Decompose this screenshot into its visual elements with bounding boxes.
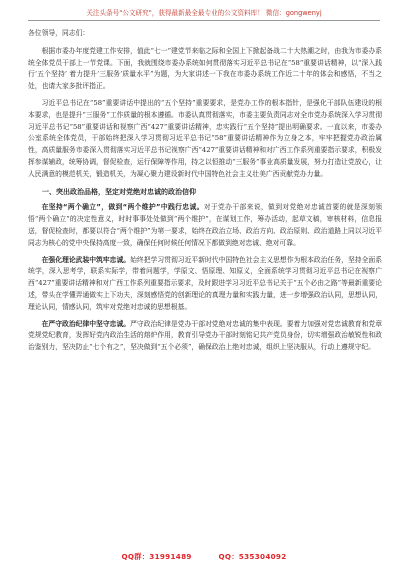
section-item-lead: 在坚持“两个确立”，做到“两个维护”中践行忠诚。 (41, 203, 204, 212)
section-item-2 (28, 255, 382, 314)
footer-qq-group: QQ群：31991489 (121, 552, 192, 561)
section-item-text: 严守政治纪律是党办干部对党绝对忠诚的集中表现。要着力加强对党忠诚教育和党章党规党纪教育，发挥好党内政治生活的熔炉作用，教育引导党办干部时刻铭记共产党员身份，切实增强政治敏锐性和政治鉴别力，坚决防止“七个有之”，坚决做到“五个必须”，确保政治上绝对忠诚，组织上坚决服从，行动上遵规守纪。 (28, 319, 383, 352)
document-body (28, 28, 382, 354)
section-item-1 (28, 202, 382, 249)
section-item-3 (28, 319, 382, 354)
body-paragraph-2: 习近平总书记在“58”重要讲话中提出的“五个坚持”重要要求，是党办工作的根本指针，是强化干部队伍建设的根本要求，也是提升“三服务”工作质量的根本遵循。市委认真贯彻落实，市委主要负责同志对全市党办系统深入学习贯彻习近平总书记“58”重要讲话和视察广西“427”重要讲话精神，忠实践行“五个坚持”提出明确要求。一直以来，市委办公室系统全体党员，干部始终把深入学习贯彻习近平总书记“58”重要讲话精神作为立身之本，牢牢把握党办政治属性，高质量服务市委深入贯彻落实习近平总书记视察广西“427”重要讲话精神和对广西工作系列重要指示要求，积极发挥参谋辅政，统筹协调，督促检查，运行保障等作用，持之以恒推动“三服务”事业高质量发展，努力打造让党放心，让人民满意的模范机关，锻造机关，为凝心聚力建设新时代中国特色社会主义壮美广西贡献党办力量。 (28, 98, 382, 178)
footer-contact (0, 552, 408, 562)
section-item-text: 始终把学习贯彻习近平新时代中国特色社会主义思想作为根本政治任务，坚持全面系统学，深入思考学，联系实际学，带着问题学，学原文、悟原理、知原义，全面系统学习贯彻习近平总书记在视察广西“427”重要讲话精神和对广西工作系列重要指示要求，及时跟进学习习近平总书记关于“五个必由之路”等最新重要论述，带头在学懂弄通做实上下功夫，深刻感悟党的创新理论的真理力量和实践力量，进一步增强政治认同，思想认同，理论认同，情感认同，筑牢对党绝对忠诚的思想根基。 (28, 255, 383, 311)
salutation: 各位领导，同志们： (28, 29, 90, 37)
body-paragraph-1: 根据市委办年度党建工作安排，值此“七一”建党节来临之际和全国上下掀起备战二十大热潮之时，由我为市委办系统全体党员干部上一节党课。下面，我就围绕市委办系统如何贯彻落实习近平总书记在“58”重要讲话精神，以“深入践行‘五个坚持’ 着力提升‘三服务’质量水平”为题，为大家讲述一下我在市委办系统工作近二十年的体会和感悟，不当之处，也请大家多批评指正。 (28, 46, 382, 91)
section-item-lead: 在强化理论武装中筑牢忠诚。 (41, 255, 131, 264)
section-item-lead: 在严守政治纪律中坚守忠诚。 (41, 319, 131, 328)
header-banner: 关注头条号"公文研究"，获得最新最全最专业的公文资料库！ 微信：gongwenyj (28, 6, 380, 21)
section-item-text: 对于党办干部来说，做到对党绝对忠诚首要的就是深刻领悟“两个确立”的决定性意义，时时事事处处做到“两个维护”，在谋划工作，筹办活动，起草文稿，审核材料，信息报送，督促检查时，都要以符合“两个维护”为第一要求，始终在政治立场、政治方向、政治原则、政治道路上同以习近平同志为核心的党中央保持高度一致，确保任何时候任何情况下都做到绝对忠诚、绝对可靠。 (28, 203, 383, 247)
section-heading: 一、突出政治品格，坚定对党绝对忠诚的政治信仰 (42, 187, 196, 196)
footer-qq: QQ：535304092 (218, 552, 287, 561)
